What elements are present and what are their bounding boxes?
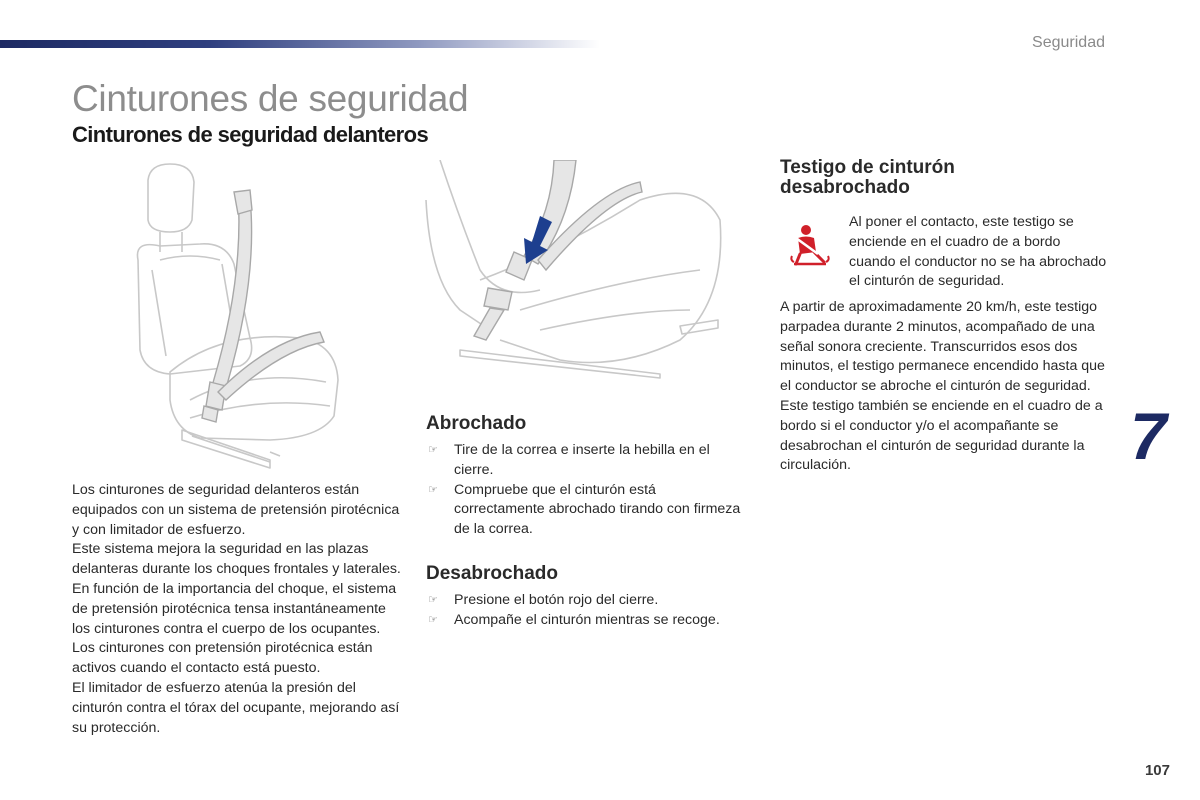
testigo-paragraph: Al poner el contacto, este testigo se enciende en el cuadro de a bordo cuando el conductor no se ha abrochado el cinturón de seguridad. <box>849 214 1107 290</box>
desabrochado-list <box>426 591 746 631</box>
seat-belt-illustration <box>130 160 370 470</box>
pointing-hand-icon: ☞ <box>428 483 438 496</box>
list-item-text: Acompañe el cinturón mientras se recoge. <box>454 611 720 628</box>
pointing-hand-icon: ☞ <box>428 444 438 456</box>
buckle-illustration <box>420 160 730 380</box>
header-color-bar <box>0 40 600 48</box>
chapter-number: 7 <box>1130 399 1167 473</box>
testigo-paragraph: A partir de aproximadamente 20 km/h, este testigo parpadea durante 2 minutos, acompañado de una señal sonora creciente. Transcurridos esos dos minutos, el testigo permanece encendido hasta que el conductor se abroche el cinturón de seguridad. <box>780 299 1105 395</box>
intro-text <box>72 481 402 738</box>
list-item-text: Presione el botón rojo del cierre. <box>454 592 659 608</box>
section-label: Seguridad <box>1032 34 1105 51</box>
list-item <box>426 611 746 631</box>
page-subtitle: Cinturones de seguridad delanteros <box>72 122 429 147</box>
list-item-text: Compruebe que el cinturón está correctamente abrochado tirando con firmeza de la correa. <box>454 481 741 538</box>
intro-paragraph: El limitador de esfuerzo atenúa la presión del cinturón contra el tórax del ocupante, mejorando así su protección. <box>72 679 400 736</box>
pointing-hand-icon: ☞ <box>428 613 438 626</box>
desabrochado-heading: Desabrochado <box>426 563 558 584</box>
abrochado-heading: Abrochado <box>426 413 527 434</box>
testigo-body <box>780 298 1110 476</box>
intro-paragraph: Los cinturones con pretensión pirotécnica están activos cuando el contacto está puesto. <box>72 640 373 677</box>
list-item <box>426 441 746 481</box>
list-item <box>426 591 746 611</box>
pointing-hand-icon: ☞ <box>428 594 438 606</box>
testigo-paragraph: Este testigo también se enciende en el cuadro de a bordo si el conductor y/o el acompañante se desabrochan el cinturón de seguridad durante la circulación. <box>780 397 1103 474</box>
list-item <box>426 481 746 540</box>
page-number: 107 <box>1144 762 1170 779</box>
page-title: Cinturones de seguridad <box>72 78 469 119</box>
abrochado-list <box>426 441 746 540</box>
intro-paragraph: Los cinturones de seguridad delanteros están equipados con un sistema de pretensión pirotécnica y con limitador de esfuerzo. <box>72 482 400 538</box>
list-item-text: Tire de la correa e inserte la hebilla en el cierre. <box>454 442 710 478</box>
seatbelt-warning-icon <box>790 224 830 268</box>
testigo-heading: Testigo de cinturón desabrochado <box>780 157 955 198</box>
intro-paragraph: Este sistema mejora la seguridad en las plazas delanteras durante los choques frontales y laterales. En función de la importancia del choque, el sistema de pretensión pirotécnica tensa instantáneamente los cinturones contra el cuerpo de los ocupantes. <box>72 541 401 637</box>
